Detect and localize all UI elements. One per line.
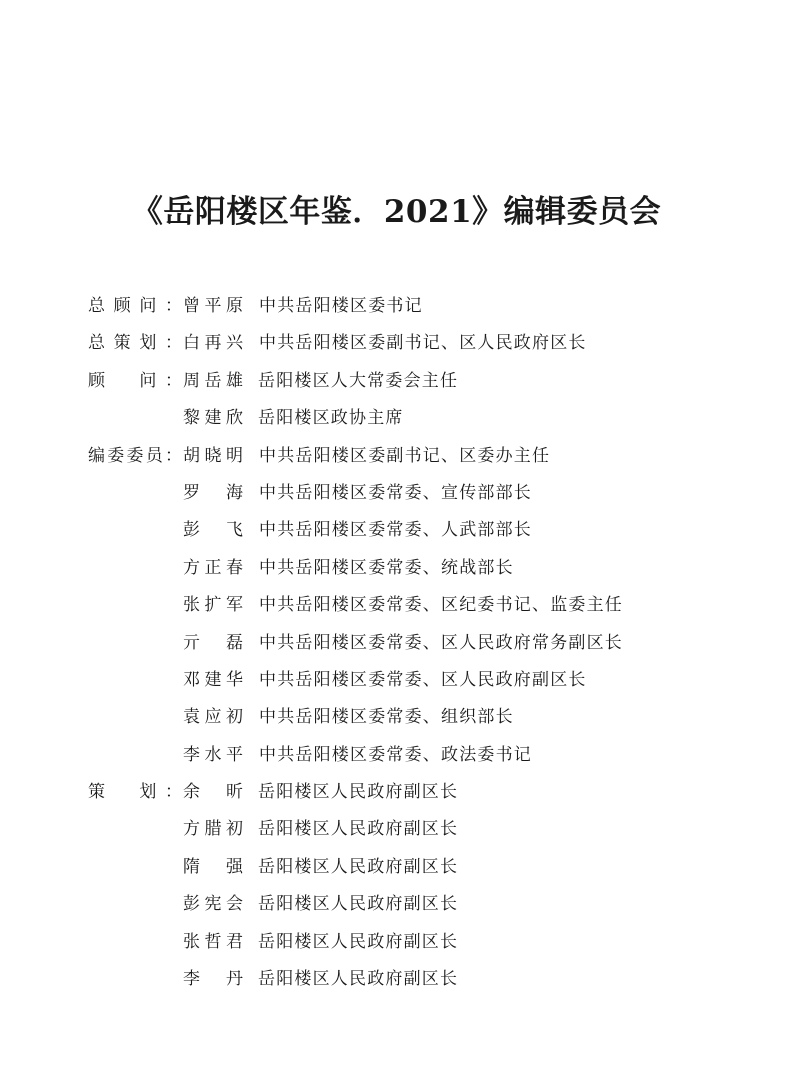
role-label: 策 划 ： (88, 782, 182, 803)
member-name: 白 再 兴 (183, 333, 243, 354)
member-name: 李 丹 (183, 969, 243, 990)
committee-row (0, 886, 793, 923)
member-post: 中共岳阳楼区委常委、区人民政府副区长 (259, 669, 587, 690)
member-name: 彭 宪 会 (183, 894, 243, 915)
member-name: 彭 飞 (183, 520, 243, 541)
member-name: 黎 建 欣 (183, 408, 243, 429)
member-name: 胡 晓 明 (183, 445, 243, 466)
committee-row (0, 737, 793, 774)
member-post: 中共岳阳楼区委书记 (259, 296, 423, 316)
role-label: 顾 问 ： (88, 370, 182, 391)
committee-row (0, 625, 793, 662)
member-name: 袁 应 初 (183, 707, 243, 728)
member-post: 中共岳阳楼区委常委、区纪委书记、监委主任 (259, 595, 623, 616)
committee-row (0, 475, 793, 512)
committee-row (0, 699, 793, 736)
committee-row (0, 774, 793, 811)
committee-row (0, 363, 793, 400)
committee-row (0, 438, 793, 475)
committee-row (0, 811, 793, 848)
page-title: 《岳阳楼区年鉴．2021》编辑委员会 (131, 194, 662, 230)
role-label: 编 委 委 员 ： (88, 445, 182, 466)
member-post: 中共岳阳楼区委常委、区人民政府常务副区长 (259, 632, 623, 653)
committee-row (0, 587, 793, 624)
role-label: 总 策 划 ： (88, 333, 182, 354)
member-post: 岳阳楼区人民政府副区长 (258, 782, 459, 803)
member-name: 曾 平 原 (183, 296, 243, 316)
member-post: 岳阳楼区政协主席 (258, 408, 404, 429)
member-name: 李 水 平 (183, 744, 243, 765)
committee-row (0, 961, 793, 998)
member-post: 中共岳阳楼区委常委、政法委书记 (259, 744, 532, 765)
member-name: 余 昕 (183, 782, 243, 803)
committee-row (0, 550, 793, 587)
member-post: 中共岳阳楼区委常委、组织部长 (259, 707, 514, 728)
committee-row (0, 849, 793, 886)
member-name: 隋 强 (183, 856, 243, 877)
committee-row (0, 400, 793, 437)
member-post: 中共岳阳楼区委副书记、区委办主任 (259, 445, 551, 466)
committee-row (0, 288, 793, 325)
member-name: 周 岳 雄 (183, 370, 243, 391)
member-name: 方 腊 初 (183, 819, 243, 840)
member-post: 中共岳阳楼区委常委、宣传部部长 (259, 482, 532, 503)
member-name: 罗 海 (183, 482, 243, 503)
member-post: 中共岳阳楼区委常委、统战部长 (259, 557, 514, 578)
member-name: 邓 建 华 (183, 669, 243, 690)
member-post: 岳阳楼区人民政府副区长 (258, 894, 459, 915)
member-post: 中共岳阳楼区委副书记、区人民政府区长 (259, 333, 587, 354)
committee-row (0, 512, 793, 549)
committee-row (0, 662, 793, 699)
role-label: 总 顾 问 ： (88, 296, 182, 316)
member-post: 岳阳楼区人民政府副区长 (258, 969, 459, 990)
committee-row (0, 325, 793, 362)
member-post: 岳阳楼区人民政府副区长 (258, 819, 459, 840)
member-name: 张 扩 军 (183, 595, 243, 616)
member-post: 岳阳楼区人大常委会主任 (258, 370, 459, 391)
committee-list (0, 288, 793, 998)
member-post: 岳阳楼区人民政府副区长 (258, 931, 459, 952)
member-name: 方 正 春 (183, 557, 243, 578)
member-post: 岳阳楼区人民政府副区长 (258, 856, 459, 877)
member-name: 张 哲 君 (183, 931, 243, 952)
member-post: 中共岳阳楼区委常委、人武部部长 (259, 520, 532, 541)
committee-row (0, 924, 793, 961)
member-name: 亓 磊 (183, 632, 243, 653)
